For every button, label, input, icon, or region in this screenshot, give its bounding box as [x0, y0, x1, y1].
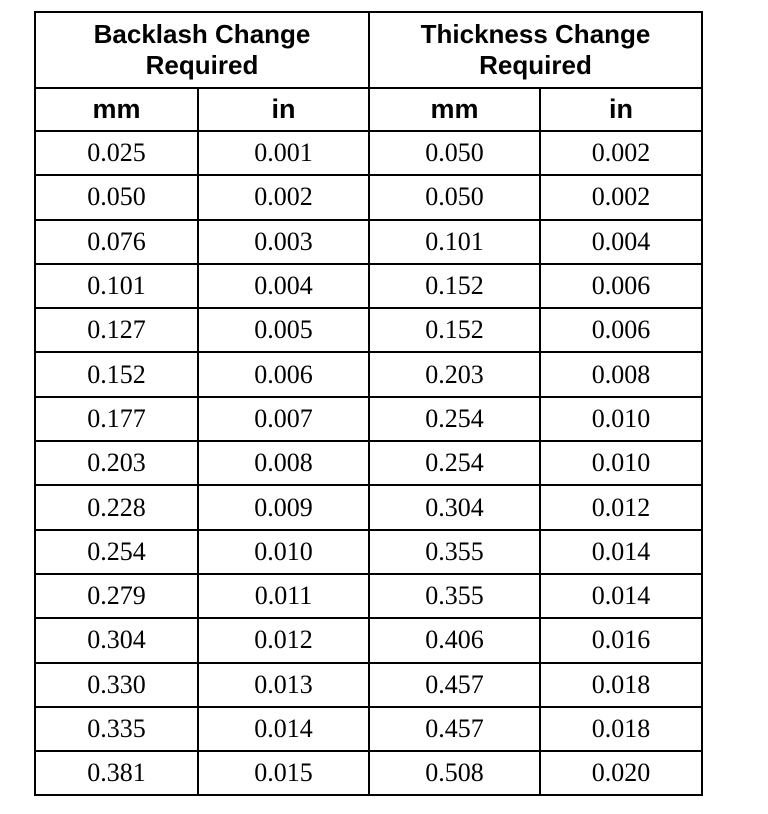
backlash-in-cell: 0.006 [198, 352, 369, 396]
thickness-in-cell: 0.018 [540, 663, 702, 707]
thickness-mm-cell: 0.050 [369, 131, 540, 175]
unit-header-backlash-in: in [198, 88, 369, 131]
thickness-in-cell: 0.016 [540, 618, 702, 662]
table-row [35, 574, 702, 618]
thickness-in-cell: 0.008 [540, 352, 702, 396]
table-row [35, 352, 702, 396]
table-row [35, 707, 702, 751]
backlash-in-cell: 0.008 [198, 441, 369, 485]
thickness-in-cell: 0.002 [540, 175, 702, 219]
table-row [35, 485, 702, 529]
thickness-mm-cell: 0.457 [369, 707, 540, 751]
thickness-in-cell: 0.002 [540, 131, 702, 175]
thickness-mm-cell: 0.152 [369, 308, 540, 352]
backlash-mm-cell: 0.381 [35, 751, 198, 795]
backlash-in-cell: 0.003 [198, 220, 369, 264]
thickness-mm-cell: 0.304 [369, 485, 540, 529]
backlash-in-cell: 0.010 [198, 530, 369, 574]
unit-header-thickness-in: in [540, 88, 702, 131]
backlash-mm-cell: 0.279 [35, 574, 198, 618]
thickness-in-cell: 0.020 [540, 751, 702, 795]
table-body [35, 131, 702, 795]
thickness-in-cell: 0.014 [540, 530, 702, 574]
table-row [35, 618, 702, 662]
backlash-in-cell: 0.012 [198, 618, 369, 662]
thickness-mm-cell: 0.457 [369, 663, 540, 707]
backlash-mm-cell: 0.330 [35, 663, 198, 707]
backlash-in-cell: 0.009 [198, 485, 369, 529]
backlash-in-cell: 0.007 [198, 397, 369, 441]
backlash-in-cell: 0.001 [198, 131, 369, 175]
group-header-row [35, 12, 702, 88]
thickness-in-cell: 0.018 [540, 707, 702, 751]
table-row [35, 220, 702, 264]
table-row [35, 397, 702, 441]
backlash-mm-cell: 0.101 [35, 264, 198, 308]
backlash-mm-cell: 0.203 [35, 441, 198, 485]
backlash-mm-cell: 0.228 [35, 485, 198, 529]
backlash-mm-cell: 0.177 [35, 397, 198, 441]
backlash-in-cell: 0.011 [198, 574, 369, 618]
thickness-mm-cell: 0.254 [369, 441, 540, 485]
backlash-mm-cell: 0.050 [35, 175, 198, 219]
table-row [35, 530, 702, 574]
table-row [35, 175, 702, 219]
table-row [35, 751, 702, 795]
unit-header-thickness-mm: mm [369, 88, 540, 131]
header-thickness-change: Thickness Change Required [369, 12, 702, 88]
thickness-mm-cell: 0.254 [369, 397, 540, 441]
backlash-thickness-table [34, 11, 703, 796]
thickness-mm-cell: 0.355 [369, 530, 540, 574]
backlash-mm-cell: 0.152 [35, 352, 198, 396]
backlash-mm-cell: 0.335 [35, 707, 198, 751]
thickness-in-cell: 0.012 [540, 485, 702, 529]
thickness-in-cell: 0.014 [540, 574, 702, 618]
table-row [35, 441, 702, 485]
thickness-mm-cell: 0.355 [369, 574, 540, 618]
thickness-mm-cell: 0.050 [369, 175, 540, 219]
table-row [35, 264, 702, 308]
thickness-mm-cell: 0.152 [369, 264, 540, 308]
thickness-mm-cell: 0.406 [369, 618, 540, 662]
backlash-mm-cell: 0.304 [35, 618, 198, 662]
table-row [35, 308, 702, 352]
thickness-in-cell: 0.006 [540, 264, 702, 308]
thickness-mm-cell: 0.508 [369, 751, 540, 795]
backlash-in-cell: 0.002 [198, 175, 369, 219]
backlash-in-cell: 0.014 [198, 707, 369, 751]
thickness-in-cell: 0.010 [540, 397, 702, 441]
table-row [35, 663, 702, 707]
header-backlash-change: Backlash Change Required [35, 12, 369, 88]
backlash-mm-cell: 0.254 [35, 530, 198, 574]
unit-header-backlash-mm: mm [35, 88, 198, 131]
thickness-in-cell: 0.004 [540, 220, 702, 264]
thickness-in-cell: 0.006 [540, 308, 702, 352]
thickness-in-cell: 0.010 [540, 441, 702, 485]
backlash-in-cell: 0.005 [198, 308, 369, 352]
table-row [35, 131, 702, 175]
backlash-mm-cell: 0.076 [35, 220, 198, 264]
backlash-mm-cell: 0.025 [35, 131, 198, 175]
thickness-mm-cell: 0.203 [369, 352, 540, 396]
thickness-mm-cell: 0.101 [369, 220, 540, 264]
backlash-in-cell: 0.015 [198, 751, 369, 795]
backlash-mm-cell: 0.127 [35, 308, 198, 352]
backlash-in-cell: 0.004 [198, 264, 369, 308]
backlash-in-cell: 0.013 [198, 663, 369, 707]
unit-header-row [35, 88, 702, 131]
